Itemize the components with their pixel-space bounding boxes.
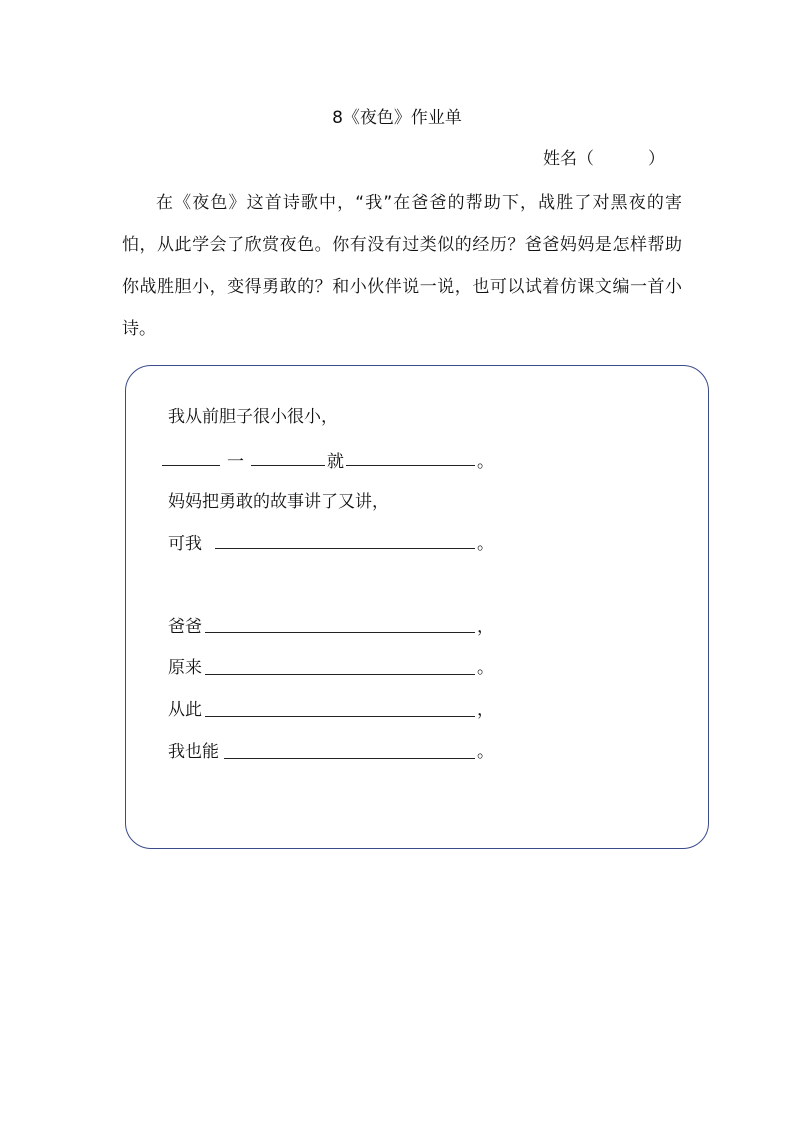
worksheet-title: 8《夜色》作业单 (332, 108, 462, 128)
fill-blank-2c[interactable] (346, 465, 475, 466)
poem-line-2-end: 。 (477, 452, 494, 472)
fill-blank-2b[interactable] (251, 465, 325, 466)
poem-line-4-start: 可我 (168, 534, 202, 554)
poem-line-1: 我从前胆子很小很小， (168, 407, 338, 427)
fill-blank-7[interactable] (205, 716, 475, 717)
fill-blank-6[interactable] (205, 674, 475, 675)
poem-line-7-start: 从此 (168, 700, 202, 720)
fill-blank-5[interactable] (205, 632, 475, 633)
poem-line-2-yi: 一 (227, 452, 244, 472)
poem-line-5-start: 爸爸 (168, 617, 202, 637)
poem-line-6-start: 原来 (168, 658, 202, 678)
poem-line-6-end: 。 (477, 658, 494, 678)
poem-line-4-end: 。 (477, 534, 494, 554)
poem-line-3: 妈妈把勇敢的故事讲了又讲， (168, 492, 389, 512)
poem-line-5-end: ， (477, 617, 494, 637)
fill-blank-8[interactable] (224, 758, 475, 759)
poem-line-8-start: 我也能 (168, 742, 219, 762)
fill-blank-4[interactable] (215, 548, 475, 549)
poem-line-7-end: ， (477, 700, 494, 720)
poem-line-8-end: 。 (477, 742, 494, 762)
poem-box (125, 365, 709, 849)
intro-paragraph: 在《夜色》这首诗歌中，“我”在爸爸的帮助下，战胜了对黑夜的害怕，从此学会了欣赏夜色。你有没有过类似的经历？爸爸妈妈是怎样帮助你战胜胆小，变得勇敢的？和小伙伴说一说，也可以试着仿课文编一首小诗。 (122, 193, 682, 339)
fill-blank-2a[interactable] (162, 465, 220, 466)
name-field-label: 姓名（ ） (543, 149, 666, 169)
poem-line-2-jiu: 就 (327, 452, 344, 472)
